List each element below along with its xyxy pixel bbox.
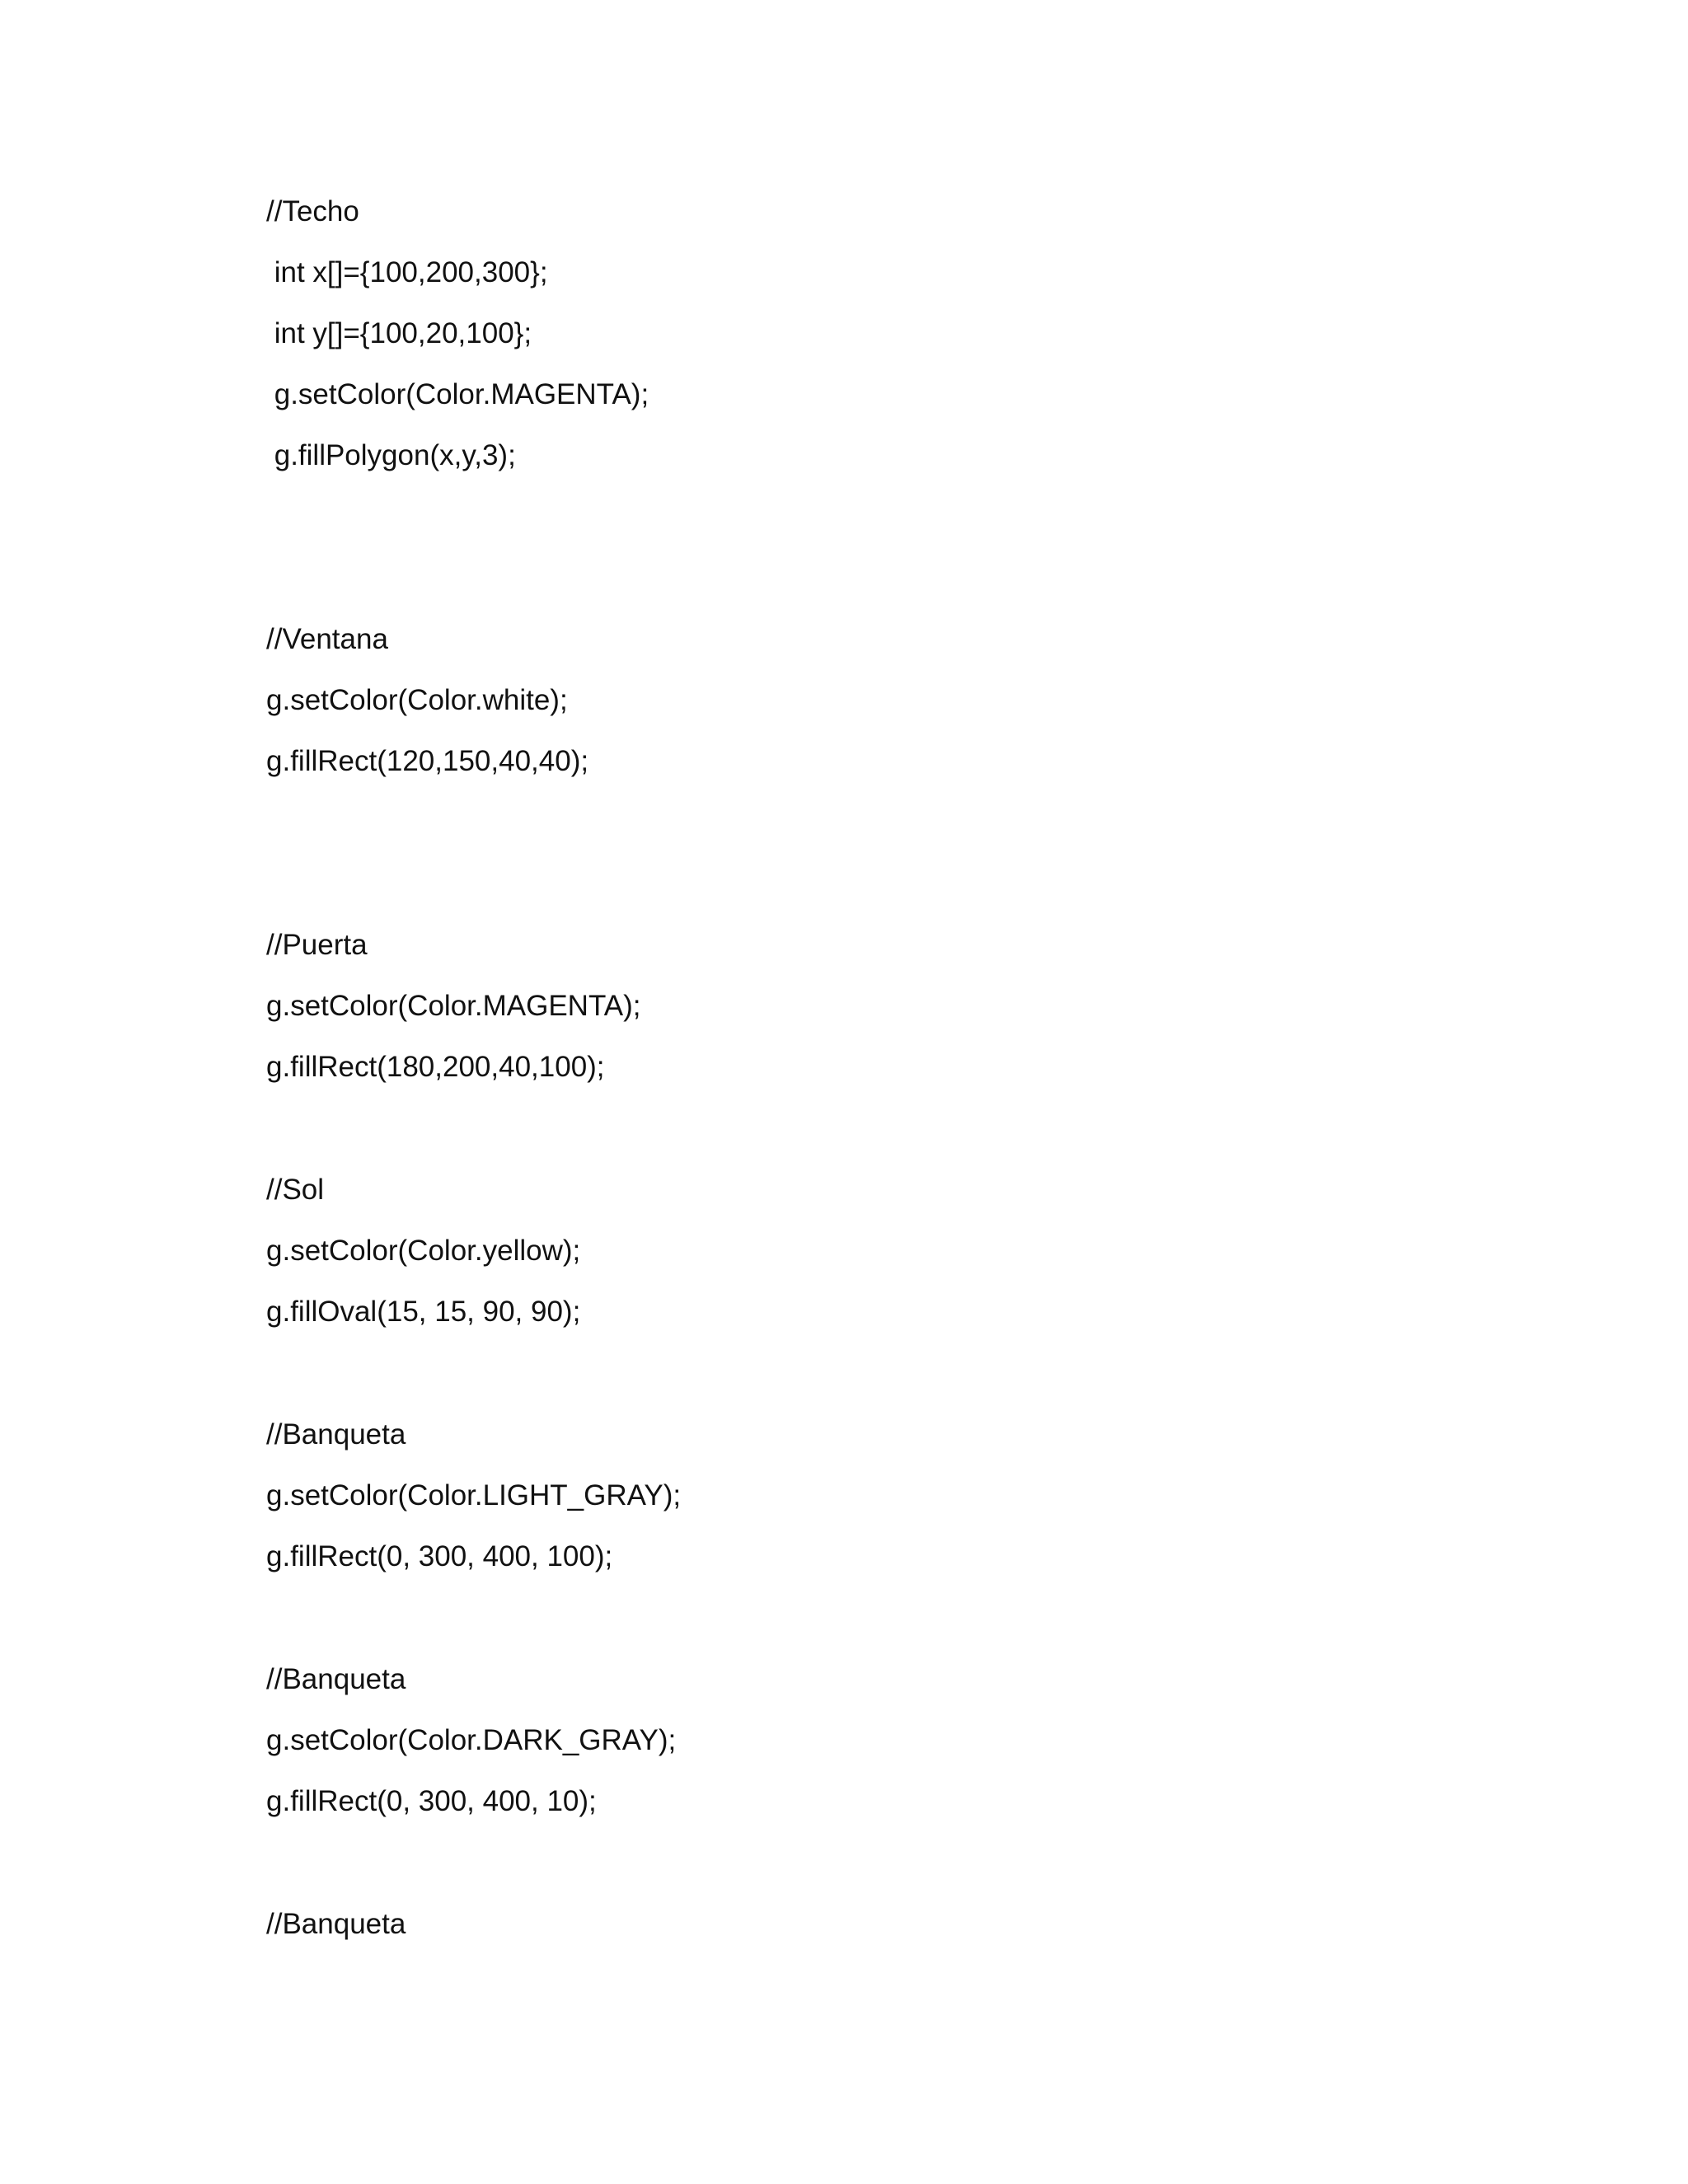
comment-puerta: //Puerta	[266, 929, 368, 961]
code-line: g.fillRect(0, 300, 400, 10);	[266, 1785, 597, 1817]
comment-banqueta: //Banqueta	[266, 1908, 406, 1940]
code-line: g.fillRect(0, 300, 400, 100);	[266, 1540, 613, 1572]
code-line: g.setColor(Color.MAGENTA);	[266, 990, 641, 1022]
code-line: g.setColor(Color.LIGHT_GRAY);	[266, 1479, 682, 1511]
code-line: g.setColor(Color.yellow);	[266, 1235, 581, 1267]
comment-ventana: //Ventana	[266, 623, 388, 655]
code-line: g.setColor(Color.white);	[266, 684, 568, 716]
code-line: g.setColor(Color.MAGENTA);	[266, 378, 649, 410]
code-line: g.fillRect(120,150,40,40);	[266, 745, 589, 777]
comment-banqueta: //Banqueta	[266, 1418, 406, 1451]
code-line: g.fillRect(180,200,40,100);	[266, 1051, 605, 1083]
comment-sol: //Sol	[266, 1174, 325, 1206]
code-line: int y[]={100,20,100};	[266, 317, 532, 349]
code-line: int x[]={100,200,300};	[266, 256, 548, 288]
comment-banqueta: //Banqueta	[266, 1663, 406, 1695]
code-line: g.fillOval(15, 15, 90, 90);	[266, 1296, 581, 1328]
code-line: g.setColor(Color.DARK_GRAY);	[266, 1724, 677, 1756]
code-line: g.fillPolygon(x,y,3);	[266, 439, 516, 471]
comment-techo: //Techo	[266, 195, 359, 227]
